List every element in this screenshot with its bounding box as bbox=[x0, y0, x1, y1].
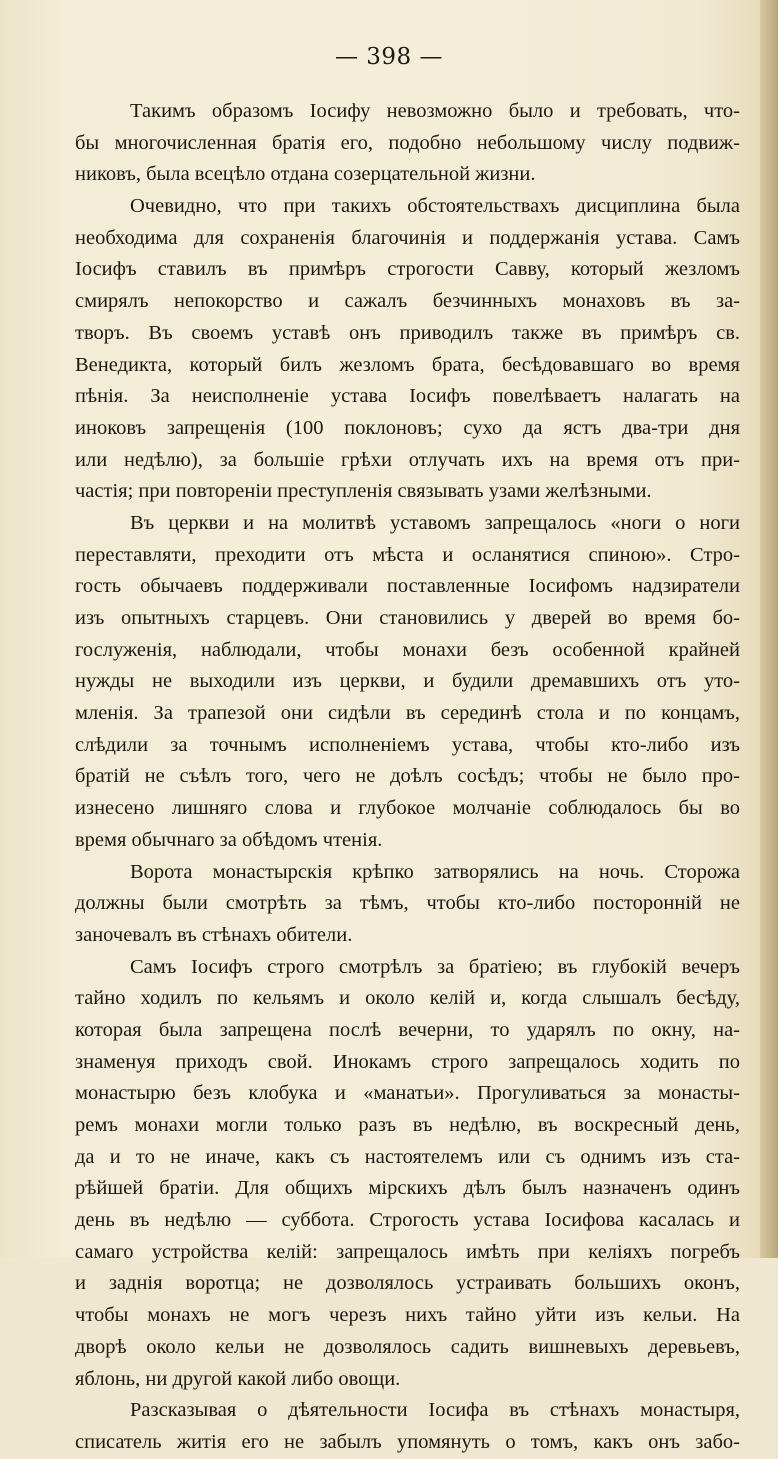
text-line: и заднія воротца; не дозволялось устраивать большихъ оконъ, bbox=[75, 1272, 740, 1295]
text-line: монастырю безъ клобука и «манатьи». Прогуливаться за монасты- bbox=[75, 1082, 740, 1105]
text-line: изъ опытныхъ старцевъ. Они становились у дверей во время бо- bbox=[75, 607, 740, 629]
text-line: или недѣлю), за большіе грѣхи отлучать ихъ на время отъ при- bbox=[75, 448, 740, 471]
text-line: частія; при повтореніи преступленія связывать узами желѣзными. bbox=[75, 480, 652, 503]
text-line: Самъ Іосифъ строго смотрѣлъ за братіею; въ глубокій вечеръ bbox=[130, 955, 740, 978]
text-line: мленія. За трапезой они сидѣли въ серединѣ стола и по концамъ, bbox=[75, 702, 740, 725]
text-line: списатель житія его не забылъ упомянуть о томъ, какъ онъ забо- bbox=[75, 1430, 740, 1453]
text-line: смирялъ непокорство и сажалъ безчинныхъ монаховъ въ за- bbox=[75, 290, 740, 313]
page-number: — 398 — bbox=[334, 44, 444, 70]
text-line: иноковъ запрещенія (100 поклоновъ; сухо да ястъ два-три дня bbox=[75, 416, 740, 439]
text-line: время обычнаго за обѣдомъ чтенія. bbox=[75, 828, 383, 851]
text-line: чтобы монахъ не могъ черезъ нихъ тайно уйти изъ кельи. На bbox=[75, 1304, 740, 1327]
text-line: слѣдили за точнымъ исполненіемъ устава, чтобы кто-либо изъ bbox=[75, 733, 740, 756]
text-line: должны были смотрѣть за тѣмъ, чтобы кто-либо посторонній не bbox=[75, 892, 740, 915]
text-line: ремъ монахи могли только разъ въ недѣлю, въ воскресный день, bbox=[75, 1114, 740, 1136]
text-line: которая была запрещена послѣ вечерни, то ударялъ по окну, на- bbox=[75, 1018, 740, 1041]
text-line: гослуженія, наблюдали, чтобы монахи безъ особенной крайней bbox=[75, 638, 740, 661]
text-line: бы многочисленная братія его, подобно небольшому числу подвиж- bbox=[75, 131, 740, 154]
text-line: Разсказывая о дѣятельности Іосифа въ стѣнахъ монастыря, bbox=[130, 1399, 740, 1422]
text-line: яблонь, ни другой какой либо овощи. bbox=[75, 1367, 401, 1390]
page-edge bbox=[760, 0, 778, 1258]
text-line: никовъ, была всецѣло отдана созерцательной жизни. bbox=[75, 163, 536, 186]
text-line: тайно ходилъ по кельямъ и около келій и, когда слышалъ бесѣду, bbox=[75, 987, 740, 1010]
text-line: Іосифъ ставилъ въ примѣръ строгости Савву, который жезломъ bbox=[75, 258, 740, 281]
text-line: творъ. Въ своемъ уставѣ онъ приводилъ также въ примѣръ св. bbox=[75, 321, 740, 344]
text-line: самаго устройства келій: запрещалось имѣть при келіяхъ погребъ bbox=[75, 1240, 740, 1263]
text-line: Ворота монастырскія крѣпко затворялись на ночь. Сторожа bbox=[130, 860, 740, 883]
text-line: день въ недѣлю — суббота. Строгость устава Іосифова касалась и bbox=[75, 1209, 740, 1232]
text-line: пѣнія. За неисполненіе устава Іосифъ повелѣваетъ налагать на bbox=[75, 385, 740, 408]
text-line: переставляти, преходити отъ мѣста и осланятися спиною». Стро- bbox=[75, 543, 740, 566]
text-line: да и то не иначе, какъ съ настоятелемъ или съ однимъ изъ ста- bbox=[75, 1145, 740, 1168]
body-text bbox=[75, 96, 740, 1459]
text-line: гость обычаевъ поддерживали поставленные Іосифомъ надзиратели bbox=[75, 575, 740, 598]
text-line: заночевалъ въ стѣнахъ обители. bbox=[75, 923, 353, 946]
text-line: нужды не выходили изъ церкви, и будили дремавшихъ отъ уто- bbox=[75, 670, 740, 693]
text-line: знаменуя приходъ свой. Инокамъ строго запрещалось ходить по bbox=[75, 1050, 740, 1073]
text-line: братій не съѣлъ того, чего не доѣлъ сосѣдъ; чтобы не было про- bbox=[75, 765, 740, 788]
text-line: Въ церкви и на молитвѣ уставомъ запрещалось «ноги о ноги bbox=[130, 511, 740, 534]
text-line: дворѣ около кельи не дозволялось садить вишневыхъ деревьевъ, bbox=[75, 1335, 740, 1358]
text-line: Такимъ образомъ Іосифу невозможно было и требовать, что- bbox=[130, 100, 740, 122]
text-line: Венедикта, который билъ жезломъ брата, бесѣдовавшаго во время bbox=[75, 353, 740, 376]
text-line: рѣйшей братіи. Для общихъ мірскихъ дѣлъ былъ назначенъ одинъ bbox=[75, 1177, 740, 1200]
text-line: изнесено лишняго слова и глубокое молчаніе соблюдалось бы во bbox=[75, 797, 740, 820]
text-line: Очевидно, что при такихъ обстоятельствахъ дисциплина была bbox=[130, 195, 740, 218]
text-line: необходима для сохраненія благочинія и поддержанія устава. Самъ bbox=[75, 226, 740, 249]
